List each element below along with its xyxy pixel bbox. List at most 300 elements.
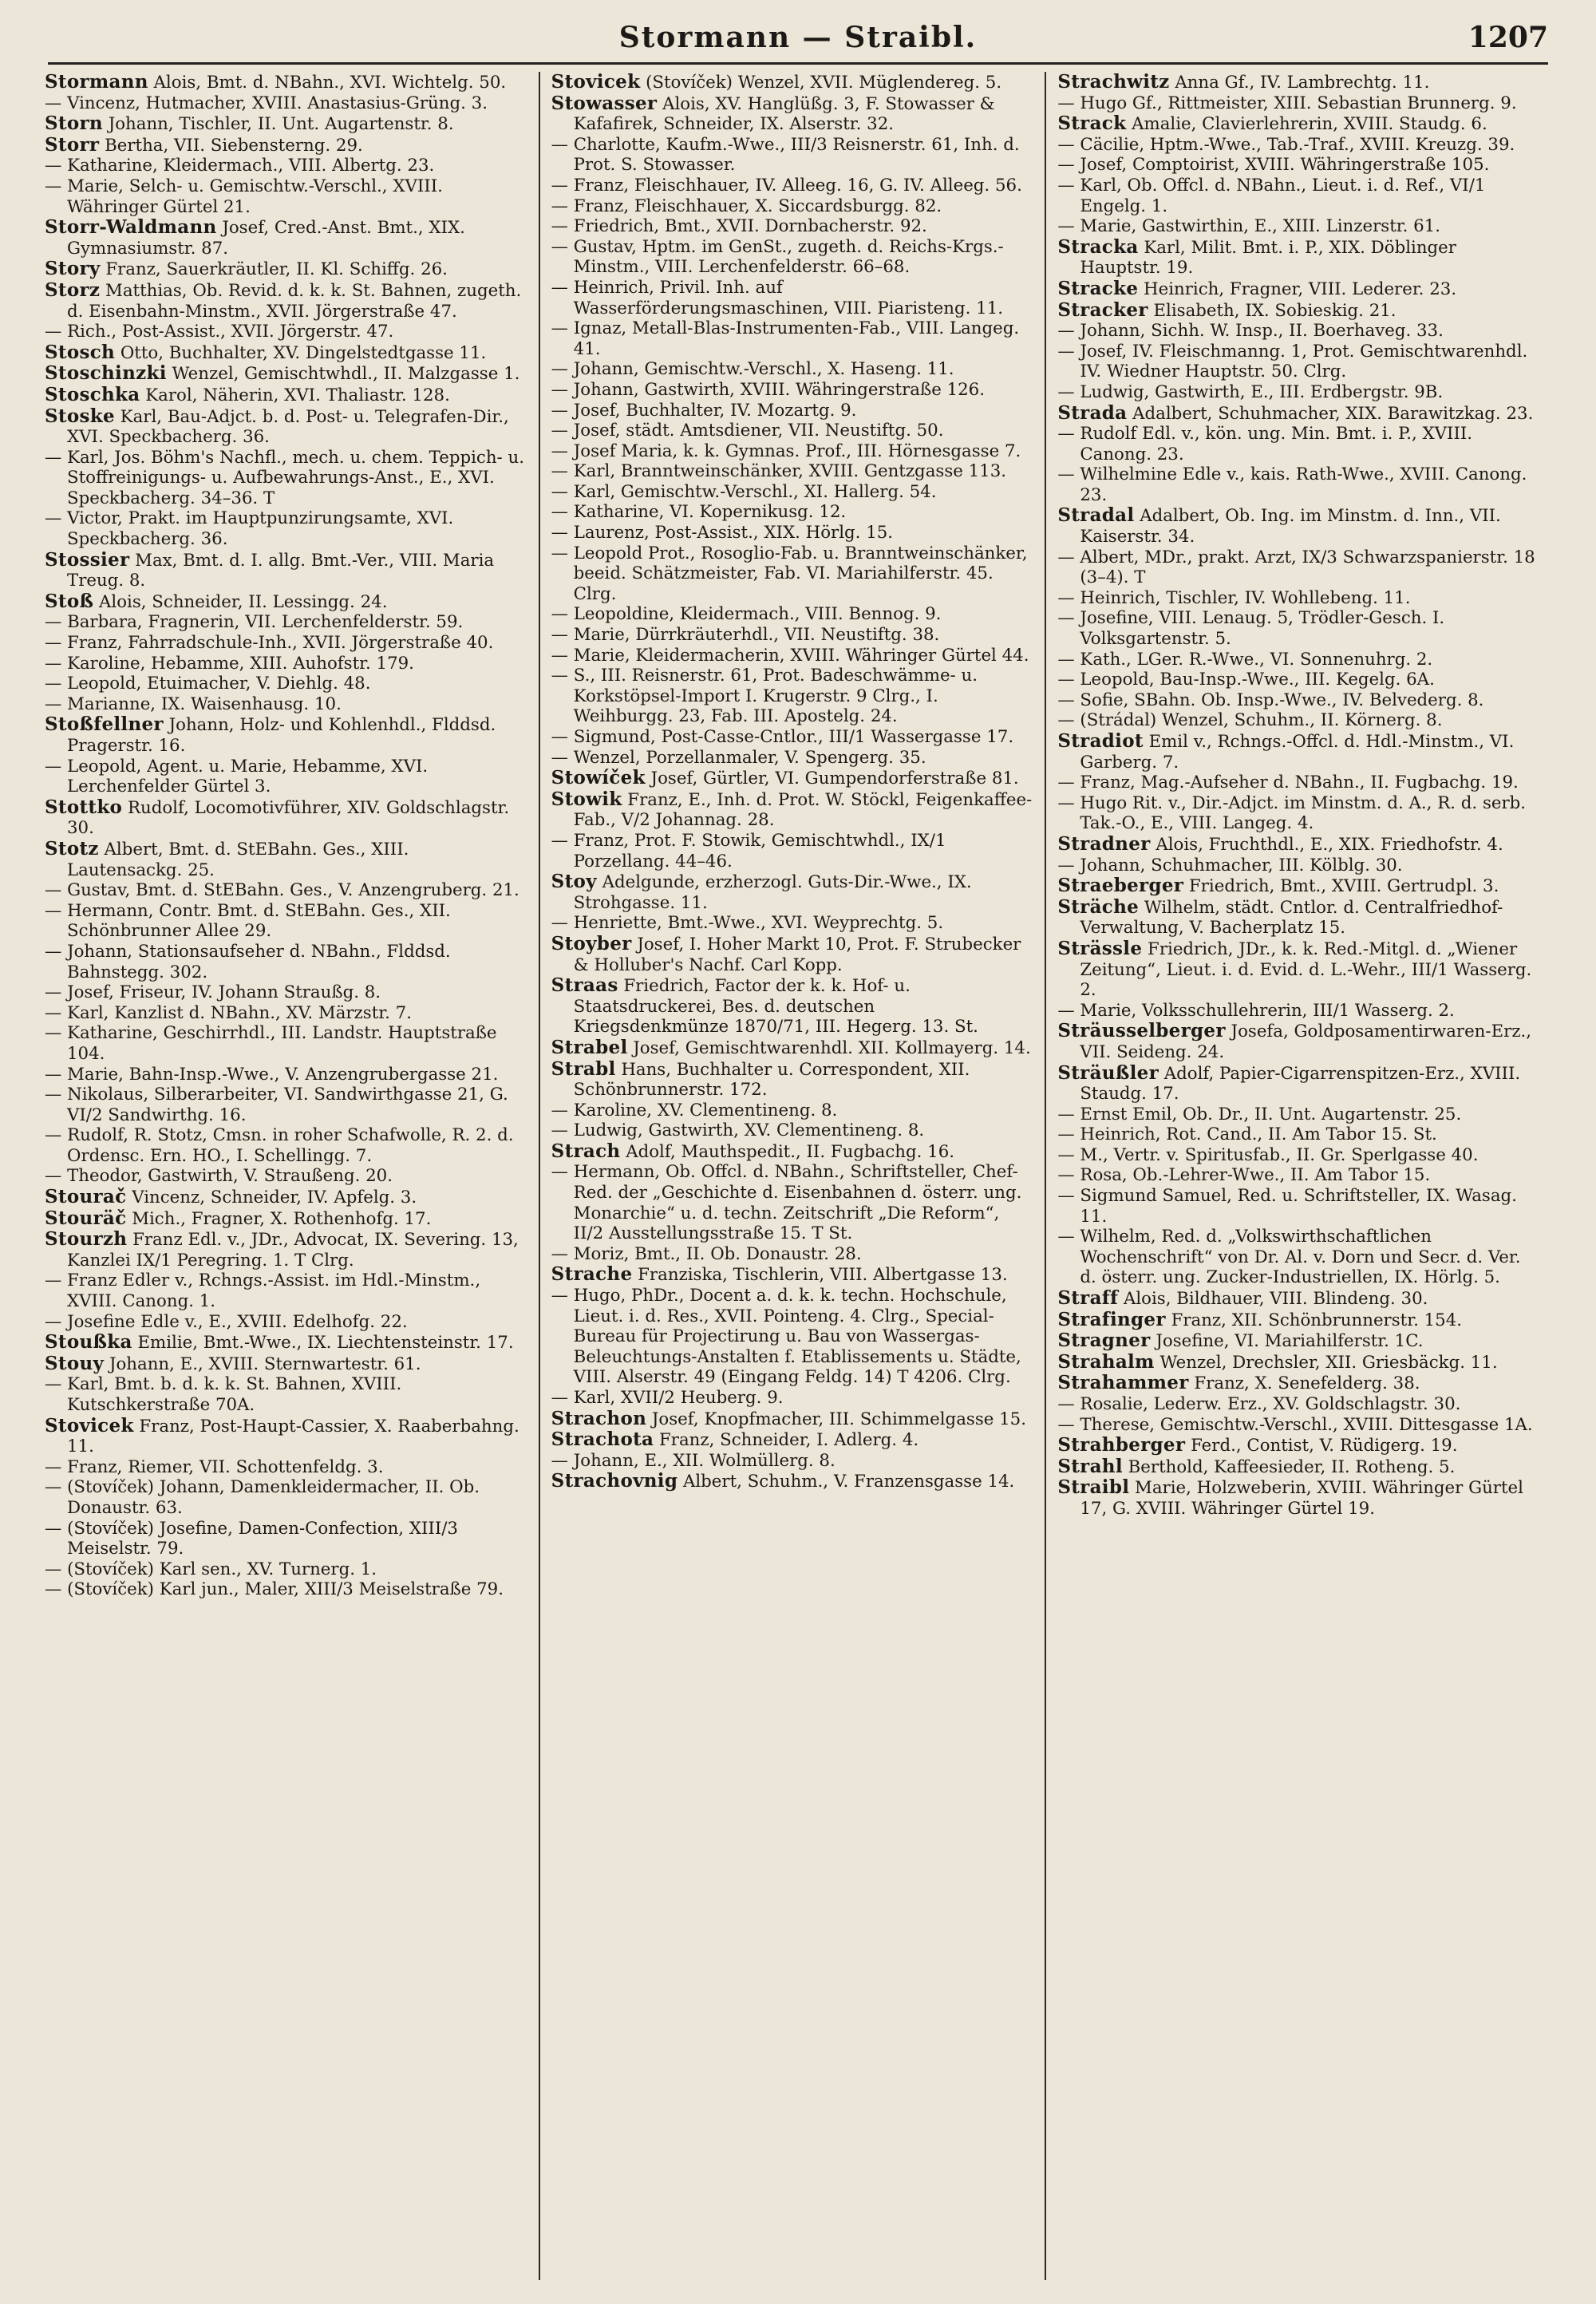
directory-entry <box>551 237 1034 278</box>
directory-entry <box>45 1023 527 1064</box>
entry-details: — Josef Maria, k. k. Gymnas. Prof., III. Hörnesgasse 7. <box>551 441 1021 461</box>
directory-entry <box>45 322 527 342</box>
directory-entry <box>1057 403 1540 425</box>
entry-details: Wilhelm, städt. Cntlor. d. Centralfriedhof-Verwaltung, V. Bacherplatz 15. <box>1080 897 1503 939</box>
directory-entry <box>551 441 1034 462</box>
entry-details: — Victor, Prakt. im Hauptpunzirungsamte, XVI. Speckbacherg. 36. <box>45 508 454 550</box>
entry-details: Emilie, Bmt.-Wwe., IX. Liechtensteinstr. 17. <box>132 1333 514 1354</box>
directory-entry <box>551 625 1034 646</box>
entry-surname: Stowíček <box>551 767 646 789</box>
directory-entry <box>551 461 1034 482</box>
entry-details: Anna Gf., IV. Lambrechtg. 11. <box>1169 73 1430 93</box>
entry-surname: Strabl <box>551 1057 616 1080</box>
directory-entry <box>551 318 1034 359</box>
entry-details: — M., Vertr. v. Spiritusfab., II. Gr. Sperlgasse 40. <box>1057 1144 1479 1165</box>
entry-surname: Stradner <box>1057 832 1151 855</box>
entry-surname: Strahl <box>1057 1455 1123 1477</box>
entry-details: Wenzel, Drechsler, XII. Griesbäckg. 11. <box>1154 1352 1498 1373</box>
entry-details: — Johann, Gemischtw.-Verschl., X. Haseng. 11. <box>551 359 954 380</box>
entry-details: — Hugo Gf., Rittmeister, XIII. Sebastian Brunnerg. 9. <box>1057 93 1517 113</box>
entry-surname: Strache <box>551 1263 633 1286</box>
entry-details: — Rosalie, Lederw. Erz., XV. Goldschlagstr. 30. <box>1057 1394 1461 1414</box>
entry-details: — Leopold Prot., Rosoglio-Fab. u. Branntweinschänker, beeid. Schätzmeister, Fab. VI. Mariahilferstr. 45. Clrg. <box>551 543 1028 604</box>
directory-entry <box>45 72 527 93</box>
entry-details: — Henriette, Bmt.-Wwe., XVI. Weyprechtg. 5. <box>551 913 944 934</box>
entry-details: Josef, I. Hoher Markt 10, Prot. F. Strubecker & Holluber's Nachf. Carl Kopp. <box>573 934 1021 975</box>
entry-details: — Moriz, Bmt., II. Ob. Donaustr. 28. <box>551 1243 862 1264</box>
running-head: Stormann — Straibl. <box>618 21 978 54</box>
entry-details: Matthias, Ob. Revid. d. k. k. St. Bahnen, zugeth. d. Eisenbahn-Minstm., XVII. Jörgerstraße 47. <box>67 280 522 322</box>
entry-surname: Straibl <box>1057 1476 1130 1499</box>
entry-details: — Karl, Branntweinschänker, XVIII. Gentzgasse 113. <box>551 461 1007 482</box>
entry-details: — Ernst Emil, Ob. Dr., II. Unt. Augartenstr. 25. <box>1057 1104 1462 1124</box>
entry-details: Friedrich, JDr., k. k. Red.-Mitgl. d. „Wiener Zeitung“, Lieut. i. d. Evid. d. L.-Wehr., III/1 Wasserg. 2. <box>1080 939 1532 1001</box>
directory-entry <box>45 694 527 715</box>
directory-entry <box>45 217 527 259</box>
directory-entry <box>45 550 527 591</box>
directory-entry <box>1057 93 1540 114</box>
entry-details: — Rosa, Ob.-Lehrer-Wwe., II. Am Tabor 15. <box>1057 1165 1431 1186</box>
entry-details: Wenzel, Gemischtwhdl., II. Malzgasse 1. <box>166 364 520 385</box>
entry-surname: Stotz <box>45 837 99 860</box>
directory-entry <box>1057 382 1540 403</box>
entry-details: — Leopold, Etuimacher, V. Diehlg. 48. <box>45 674 371 694</box>
directory-entry <box>1057 135 1540 156</box>
entry-surname: Strahberger <box>1057 1434 1186 1456</box>
entry-details: Berthold, Kaffeesieder, II. Rotheng. 5. <box>1122 1456 1456 1477</box>
entry-details: — Katharine, Kleidermach., VIII. Albertg. 23. <box>45 156 435 176</box>
entry-surname: Stragner <box>1057 1330 1151 1352</box>
entry-surname: Stoschinzki <box>45 362 167 385</box>
entry-details: — Nikolaus, Silberarbeiter, VI. Sandwirthgasse 21, G. VI/2 Sandwirthg. 16. <box>45 1085 508 1125</box>
directory-entry <box>45 633 527 654</box>
entry-details: — Franz, Fleischhauer, IV. Alleeg. 16, G. IV. Alleeg. 56. <box>551 175 1022 196</box>
directory-entry <box>551 401 1034 421</box>
entry-details: — Friedrich, Bmt., XVII. Dornbacherstr. 92. <box>551 216 927 237</box>
directory-entry <box>45 176 527 217</box>
entry-surname: Strach <box>551 1140 621 1162</box>
entry-surname: Sträche <box>1057 895 1140 918</box>
entry-details: — Leopold, Agent. u. Marie, Hebamme, XVI. Lerchenfelder Gürtel 3. <box>45 756 429 797</box>
directory-entry <box>1057 72 1540 93</box>
entry-details: — Marie, Kleidermacherin, XVIII. Währinger Gürtel 44. <box>551 645 1029 666</box>
directory-entry <box>45 135 527 156</box>
directory-entry <box>45 942 527 982</box>
entry-details: Josefa, Goldposamentirwaren-Erz., VII. Seideng. 24. <box>1080 1022 1532 1062</box>
entry-details: — Karoline, Hebamme, XIII. Auhofstr. 179. <box>45 653 414 674</box>
directory-entry <box>45 880 527 901</box>
entry-surname: Straff <box>1057 1287 1119 1310</box>
directory-entry <box>45 714 527 756</box>
entry-surname: Strässle <box>1057 937 1143 959</box>
directory-entry <box>1057 670 1540 690</box>
entry-columns <box>45 72 1551 2280</box>
directory-entry <box>1057 856 1540 876</box>
directory-entry <box>1057 505 1540 547</box>
directory-entry <box>1057 1330 1540 1352</box>
directory-entry <box>45 1085 527 1125</box>
entry-details: — Karl, Jos. Böhm's Nachfl., mech. u. chem. Teppich- u. Stoffreinigungs- u. Aufbewahrungs-Anst., E., XVI. Speckbacherg. 34–36. T <box>45 447 525 508</box>
entry-details: — Sigmund, Post-Casse-Cntlor., III/1 Wassergasse 17. <box>551 727 1014 747</box>
directory-entry <box>1057 710 1540 731</box>
entry-details: — Marie, Bahn-Insp.-Wwe., V. Anzengrubergasse 21. <box>45 1064 499 1085</box>
directory-entry <box>551 1451 1034 1472</box>
entry-details: — Marianne, IX. Waisenhausg. 10. <box>45 694 342 714</box>
entry-details: Franz Edl. v., JDr., Advocat, IX. Severing. 13, Kanzlei IX/1 Peregring. 1. T Clrg. <box>67 1230 519 1271</box>
directory-entry <box>45 1166 527 1187</box>
directory-entry <box>45 1208 527 1230</box>
directory-entry <box>45 113 527 135</box>
entry-surname: Stouy <box>45 1352 105 1374</box>
directory-entry <box>551 1264 1034 1286</box>
entry-details: Adolf, Papier-Cigarrenspitzen-Erz., XVIII. Staudg. 17. <box>1080 1063 1521 1105</box>
directory-entry <box>1057 237 1540 279</box>
entry-details: — Johann, Schuhmacher, III. Kölblg. 30. <box>1057 855 1403 875</box>
entry-surname: Storz <box>45 279 101 301</box>
entry-details: — Josef, Comptoirist, XVIII. Währingerstraße 105. <box>1057 155 1490 176</box>
entry-surname: Sträußler <box>1057 1061 1159 1084</box>
entry-details: Albert, Bmt. d. StEBahn. Ges., XIII. Lautensackg. 25. <box>67 839 409 880</box>
directory-entry <box>1057 1456 1540 1478</box>
directory-entry <box>551 482 1034 503</box>
directory-entry <box>551 1141 1034 1163</box>
entry-details: — Josefine, VIII. Lenaug. 5, Trödler-Gesch. I. Volksgartenstr. 5. <box>1057 608 1445 650</box>
entry-surname: Sträusselberger <box>1057 1020 1226 1042</box>
directory-entry <box>1057 1394 1540 1415</box>
directory-entry <box>45 508 527 549</box>
entry-details: — Johann, E., XII. Wolmüllerg. 8. <box>551 1450 836 1471</box>
entry-surname: Story <box>45 258 101 280</box>
entry-details: — (Strádal) Wenzel, Schuhm., II. Körnerg. 8. <box>1057 710 1443 731</box>
directory-entry <box>1057 113 1540 135</box>
directory-entry <box>45 1416 527 1457</box>
entry-details: Franz, X. Senefelderg. 38. <box>1188 1373 1420 1394</box>
entry-details: — S., III. Reisnerstr. 61, Prot. Badeschwämme- u. Korkstöpsel-Import I. Krugerstr. 9 Clrg., I. Weihburgg. 23, Fab. III. Apostelg. 24. <box>551 666 978 727</box>
directory-entry <box>45 342 527 364</box>
entry-details: — Heinrich, Tischler, IV. Wohllebeng. 11. <box>1057 587 1411 608</box>
directory-entry <box>551 666 1034 727</box>
entry-details: Marie, Holzweberin, XVIII. Währinger Gürtel 17, G. XVIII. Währinger Gürtel 19. <box>1080 1478 1523 1519</box>
directory-entry <box>1057 1105 1540 1125</box>
entry-details: Franz, XII. Schönbrunnerstr. 154. <box>1165 1310 1463 1330</box>
directory-entry <box>1057 1124 1540 1145</box>
directory-entry <box>45 1229 527 1271</box>
directory-entry <box>1057 690 1540 711</box>
entry-details: Friedrich, Factor der k. k. Hof- u. Staatsdruckerei, Bes. d. deutschen Kriegsdenkmünze 1870/71, III. Hegerg. 13. St. <box>573 976 978 1037</box>
directory-entry <box>551 1244 1034 1265</box>
entry-details: — Josef, IV. Fleischmanng. 1, Prot. Gemischtwarenhdl. IV. Wiedner Hauptstr. 50. Clrg. <box>1057 341 1528 382</box>
entry-details: Franz, Post-Haupt-Cassier, X. Raaberbahng. 11. <box>67 1416 519 1457</box>
directory-entry <box>551 975 1034 1037</box>
entry-details: Vincenz, Schneider, IV. Apfelg. 3. <box>126 1188 417 1208</box>
directory-entry <box>1057 155 1540 176</box>
entry-details: Johann, Holz- und Kohlenhdl., Flddsd. Pragerstr. 16. <box>67 715 496 756</box>
entry-details: — Rich., Post-Assist., XVII. Jörgerstr. 47. <box>45 322 394 342</box>
directory-entry <box>1057 216 1540 237</box>
entry-details: — Franz, Mag.-Aufseher d. NBahn., II. Fugbachg. 19. <box>1057 773 1519 793</box>
entry-details: — Johann, Sichh. W. Insp., II. Boerhaveg. 33. <box>1057 321 1444 342</box>
entry-details: Heinrich, Fragner, VIII. Lederer. 23. <box>1138 279 1457 299</box>
entry-details: — Cäcilie, Hptm.-Wwe., Tab.-Traf., XVIII. Kreuzg. 39. <box>1057 134 1515 155</box>
directory-entry <box>551 359 1034 380</box>
entry-details: Hans, Buchhalter u. Correspondent, XII. Schönbrunnerstr. 172. <box>573 1059 970 1101</box>
directory-entry <box>551 646 1034 666</box>
column-left <box>45 72 539 2280</box>
entry-details: Alois, Bildhauer, VIII. Blindeng. 30. <box>1118 1289 1428 1310</box>
entry-details: — Marie, Selch- u. Gemischtw.-Verschl., XVIII. Währinger Gürtel 21. <box>45 176 443 217</box>
entry-details: — Wilhelm, Red. d. „Volkswirthschaftlichen Wochenschrift“ von Dr. Al. v. Dorn und Secr. d. Ver. d. österr. ung. Zucker-Industriellen, IX. Hörlg. 5. <box>1057 1227 1521 1288</box>
entry-details: Karol, Näherin, XVI. Thaliastr. 128. <box>140 385 450 405</box>
entry-details: Amalie, Clavierlehrerin, XVIII. Staudg. 6. <box>1126 114 1487 135</box>
directory-entry <box>45 280 527 322</box>
entry-details: — (Stovíček) Karl jun., Maler, XIII/3 Meiselstraße 79. <box>45 1579 504 1600</box>
entry-details: — Karl, Ob. Offcl. d. NBahn., Lieut. i. d. Ref., VI/1 Engelg. 1. <box>1057 175 1486 216</box>
entry-details: Adalbert, Ob. Ing. im Minstm. d. Inn., VII. Kaiserstr. 34. <box>1080 506 1501 547</box>
directory-entry <box>551 789 1034 831</box>
entry-surname: Storn <box>45 113 103 135</box>
directory-entry <box>551 913 1034 934</box>
directory-entry <box>45 654 527 674</box>
directory-entry <box>45 839 527 880</box>
directory-entry <box>45 612 527 633</box>
directory-entry <box>551 216 1034 237</box>
directory-entry <box>45 1003 527 1024</box>
entry-details: — Josef, städt. Amtsdiener, VII. Neustiftg. 50. <box>551 421 944 441</box>
directory-entry <box>1057 1435 1540 1456</box>
entry-surname: Stowasser <box>551 92 658 114</box>
directory-entry <box>551 871 1034 913</box>
entry-surname: Stovicek <box>551 72 641 93</box>
directory-entry <box>45 757 527 797</box>
entry-surname: Strahammer <box>1057 1372 1189 1394</box>
directory-entry <box>45 1559 527 1580</box>
directory-entry <box>1057 588 1540 609</box>
entry-details: — Leopoldine, Kleidermach., VIII. Bennog. 9. <box>551 604 942 625</box>
entry-details: Elisabeth, IX. Sobieskig. 21. <box>1148 300 1396 321</box>
entry-details: Alois, Schneider, II. Lessingg. 24. <box>93 591 388 612</box>
directory-entry <box>551 523 1034 543</box>
entry-details: Johann, E., XVIII. Sternwartestr. 61. <box>104 1354 421 1374</box>
entry-details: Friedrich, Bmt., XVIII. Gertrudpl. 3. <box>1183 876 1499 897</box>
entry-details: Otto, Buchhalter, XV. Dingelstedtgasse 11. <box>115 342 487 363</box>
column-right <box>1045 72 1551 2280</box>
entry-surname: Strachovnig <box>551 1470 678 1492</box>
entry-details: — Wilhelmine Edle v., kais. Rath-Wwe., XVIII. Canong. 23. <box>1057 464 1527 505</box>
directory-entry <box>1057 1186 1540 1227</box>
entry-details: — Rudolf, R. Stotz, Cmsn. in roher Schafwolle, R. 2. d. Ordensc. Ern. HO., I. Schellingg. 7. <box>45 1125 514 1166</box>
directory-entry <box>45 363 527 385</box>
entry-details: Franz, Schneider, I. Adlerg. 4. <box>654 1430 919 1451</box>
directory-entry <box>551 72 1034 93</box>
directory-entry <box>1057 1001 1540 1022</box>
entry-details: Karl, Bau-Adjct. b. d. Post- u. Telegrafen-Dir., XVI. Speckbacherg. 36. <box>67 406 509 448</box>
entry-details: Adolf, Mauthspedit., II. Fugbachg. 16. <box>620 1141 955 1162</box>
directory-entry <box>551 543 1034 605</box>
entry-details: Emil v., Rchngs.-Offcl. d. Hdl.-Minstm., VI. Garberg. 7. <box>1080 732 1515 773</box>
entry-details: — Franz, Fahrradschule-Inh., XVII. Jörgerstraße 40. <box>45 633 494 654</box>
entry-details: — Karl, Bmt. b. d. k. k. St. Bahnen, XVIII. Kutschkerstraße 70A. <box>45 1374 402 1415</box>
entry-details: — Ludwig, Gastwirth, E., III. Erdbergstr. 9B. <box>1057 381 1444 402</box>
directory-entry <box>551 748 1034 769</box>
directory-entry <box>551 727 1034 748</box>
directory-entry <box>1057 1373 1540 1394</box>
directory-entry <box>1057 1310 1540 1331</box>
page-number: 1207 <box>1468 21 1548 54</box>
entry-surname: Strahalm <box>1057 1350 1155 1373</box>
directory-entry <box>1057 731 1540 773</box>
directory-entry <box>45 385 527 406</box>
directory-entry <box>45 156 527 176</box>
directory-entry <box>551 135 1034 176</box>
directory-entry <box>551 1471 1034 1492</box>
entry-details: — Josef, Buchhalter, IV. Mozartg. 9. <box>551 400 857 421</box>
directory-entry <box>551 604 1034 625</box>
directory-entry <box>1057 608 1540 649</box>
entry-details: — Franz, Fleischhauer, X. Siccardsburgg. 82. <box>551 196 942 216</box>
entry-details: Alois, Bmt. d. NBahn., XVI. Wichtelg. 50. <box>148 73 507 93</box>
entry-details: — Marie, Dürrkräuterhdl., VII. Neustiftg. 38. <box>551 625 940 646</box>
entry-details: — Sofie, SBahn. Ob. Insp.-Wwe., IV. Belvederg. 8. <box>1057 690 1484 710</box>
directory-entry <box>45 1579 527 1600</box>
directory-entry <box>1057 650 1540 670</box>
directory-entry <box>551 1101 1034 1121</box>
entry-details: — Rudolf Edl. v., kön. ung. Min. Bmt. i. P., XVIII. Canong. 23. <box>1057 424 1473 464</box>
entry-details: — Johann, Gastwirth, XVIII. Währingerstraße 126. <box>551 379 985 400</box>
entry-details: — Ludwig, Gastwirth, XV. Clementineng. 8. <box>551 1120 925 1141</box>
entry-details: — Gustav, Bmt. d. StEBahn. Ges., V. Anzengruberg. 21. <box>45 880 519 901</box>
entry-details: — (Stovíček) Karl sen., XV. Turnerg. 1. <box>45 1559 377 1579</box>
entry-details: — Karl, Gemischtw.-Verschl., XI. Hallerg. 54. <box>551 481 937 502</box>
entry-surname: Stoyber <box>551 932 632 954</box>
directory-entry <box>551 768 1034 789</box>
directory-entry <box>551 934 1034 975</box>
entry-details: — Hermann, Ob. Offcl. d. NBahn., Schriftsteller, Chef-Red. der „Geschichte d. Eisenbahnen d. österr. ung. Monarchie“ u. d. techn. Zeitschrift „Die Reform“, II/2 Ausstellungsstraße 15. T St. <box>551 1162 1022 1244</box>
entry-details: — Johann, Stationsaufseher d. NBahn., Flddsd. Bahnstegg. 302. <box>45 941 451 982</box>
entry-details: (Stovíček) Wenzel, XVII. Müglendereg. 5. <box>640 73 1002 93</box>
entry-details: — Barbara, Fragnerin, VII. Lerchenfelderstr. 59. <box>45 612 464 633</box>
directory-entry <box>1057 897 1540 939</box>
directory-entry <box>45 259 527 280</box>
entry-details: Karl, Milit. Bmt. i. P., XIX. Döblinger Hauptstr. 19. <box>1080 237 1456 279</box>
entry-details: — Theodor, Gastwirth, V. Straußeng. 20. <box>45 1166 393 1187</box>
entry-surname: Stoschka <box>45 383 140 405</box>
entry-surname: Stowik <box>551 788 622 810</box>
directory-entry <box>45 1477 527 1518</box>
entry-details: Adalbert, Schuhmacher, XIX. Barawitzkag. 23. <box>1127 403 1534 424</box>
entry-surname: Strabel <box>551 1036 628 1058</box>
directory-entry <box>1057 1021 1540 1062</box>
entry-surname: Stracka <box>1057 235 1139 258</box>
entry-surname: Stourač <box>45 1186 127 1208</box>
entry-details: — Therese, Gemischtw.-Verschl., XVIII. Dittesgasse 1A. <box>1057 1414 1533 1435</box>
directory-entry <box>1057 875 1540 897</box>
entry-details: — (Stovíček) Josefine, Damen-Confection, XIII/3 Meiselstr. 79. <box>45 1518 458 1559</box>
entry-details: Adelgunde, erzherzogl. Guts-Dir.-Wwe., IX. Strohgasse. 11. <box>573 872 972 913</box>
entry-surname: Stoßfellner <box>45 713 164 736</box>
entry-details: — Marie, Gastwirthin, E., XIII. Linzerstr. 61. <box>1057 216 1441 237</box>
entry-surname: Stradal <box>1057 504 1135 527</box>
entry-details: — Karoline, XV. Clementineng. 8. <box>551 1100 838 1120</box>
entry-details: Josefine, VI. Mariahilferstr. 1C. <box>1150 1331 1424 1352</box>
directory-entry <box>551 176 1034 196</box>
directory-entry <box>1057 1352 1540 1373</box>
entry-surname: Straas <box>551 974 618 997</box>
directory-entry <box>1057 793 1540 834</box>
entry-details: Rudolf, Locomotivführer, XIV. Goldschlagstr. 30. <box>67 797 510 839</box>
directory-entry <box>45 674 527 694</box>
entry-details: — Karl, XVII/2 Heuberg. 9. <box>551 1388 784 1408</box>
directory-entry <box>1057 1145 1540 1166</box>
entry-details: — Franz, Prot. F. Stowik, Gemischtwhdl., IX/1 Porzellang. 44–46. <box>551 830 946 871</box>
entry-surname: Stoß <box>45 590 94 612</box>
directory-entry <box>551 1120 1034 1141</box>
entry-details: Bertha, VII. Siebensterng. 29. <box>99 135 363 156</box>
directory-entry <box>45 1125 527 1166</box>
directory-entry <box>45 1271 527 1311</box>
entry-surname: Stoy <box>551 871 597 893</box>
entry-details: — Josefine Edle v., E., XVIII. Edelhofg. 22. <box>45 1311 408 1332</box>
column-middle <box>539 72 1045 2280</box>
directory-entry <box>551 421 1034 441</box>
entry-details: — Hermann, Contr. Bmt. d. StEBahn. Ges., XII. Schönbrunner Allee 29. <box>45 900 451 942</box>
entry-details: — Hugo, PhDr., Docent a. d. k. k. techn. Hochschule, Lieut. i. d. Res., XVII. Pointeng. 4. Clrg., Special-Bureau für Projectirung u. Bau von Wassergas-Beleuchtungs-Anstalten f. Etablissements u. Städte, VIII. Alserstr. 49 (Eingang Feldg. 14) T 4206. Clrg. <box>551 1286 1021 1388</box>
directory-entry <box>1057 1477 1540 1519</box>
entry-details: Josef, Gemischtwarenhdl. XII. Kollmayerg. 14. <box>627 1037 1031 1058</box>
entry-details: — Franz, Riemer, VII. Schottenfeldg. 3. <box>45 1456 384 1477</box>
directory-entry <box>551 93 1034 135</box>
entry-surname: Stouräč <box>45 1207 127 1229</box>
entry-details: — Charlotte, Kaufm.-Wwe., III/3 Reisnerstr. 61, Inh. d. Prot. S. Stowasser. <box>551 134 1020 176</box>
directory-entry <box>551 1409 1034 1430</box>
entry-surname: Stracker <box>1057 298 1148 321</box>
entry-details: — Wenzel, Porzellanmaler, V. Spengerg. 35. <box>551 747 926 768</box>
directory-entry <box>1057 1227 1540 1288</box>
entry-surname: Stradiot <box>1057 730 1144 752</box>
entry-surname: Stottko <box>45 796 123 818</box>
directory-entry <box>45 591 527 613</box>
directory-entry <box>1057 1063 1540 1105</box>
directory-entry <box>45 1065 527 1085</box>
entry-details: — Hugo Rit. v., Dir.-Adjct. im Minstm. d. A., R. d. serb. Tak.-O., E., VIII. Langeg. 4. <box>1057 792 1527 834</box>
directory-entry <box>1057 773 1540 793</box>
directory-entry <box>1057 300 1540 322</box>
entry-surname: Straeberger <box>1057 875 1184 897</box>
directory-entry <box>551 1286 1034 1388</box>
entry-surname: Stormann <box>45 72 148 93</box>
directory-entry <box>551 1059 1034 1101</box>
entry-details: — Ignaz, Metall-Blas-Instrumenten-Fab., VIII. Langeg. 41. <box>551 318 1020 359</box>
directory-entry <box>551 278 1034 318</box>
directory-entry <box>1057 1415 1540 1436</box>
directory-entry <box>45 1312 527 1333</box>
entry-surname: Stossier <box>45 548 130 571</box>
entry-details: Mich., Fragner, X. Rothenhofg. 17. <box>126 1208 432 1229</box>
entry-details: — Heinrich, Privil. Inh. auf Wasserförderungsmaschinen, VIII. Piaristeng. 11. <box>551 277 1004 318</box>
directory-entry <box>1057 939 1540 1001</box>
entry-details: — Katharine, VI. Kopernikusg. 12. <box>551 502 847 523</box>
directory-entry <box>45 797 527 839</box>
entry-surname: Stracke <box>1057 277 1139 299</box>
entry-surname: Stovicek <box>45 1414 134 1437</box>
entry-details: — Gustav, Hptm. im GenSt., zugeth. d. Reichs-Krgs.-Minstm., VIII. Lerchenfelderstr. 66–68. <box>551 236 1004 278</box>
directory-entry <box>551 1429 1034 1451</box>
entry-surname: Strafinger <box>1057 1308 1166 1330</box>
directory-entry <box>45 1374 527 1415</box>
directory-entry <box>1057 342 1540 382</box>
entry-details: Josef, Knopfmacher, III. Schimmelgasse 15. <box>646 1409 1026 1429</box>
directory-entry <box>551 1037 1034 1059</box>
directory-entry <box>551 1388 1034 1409</box>
